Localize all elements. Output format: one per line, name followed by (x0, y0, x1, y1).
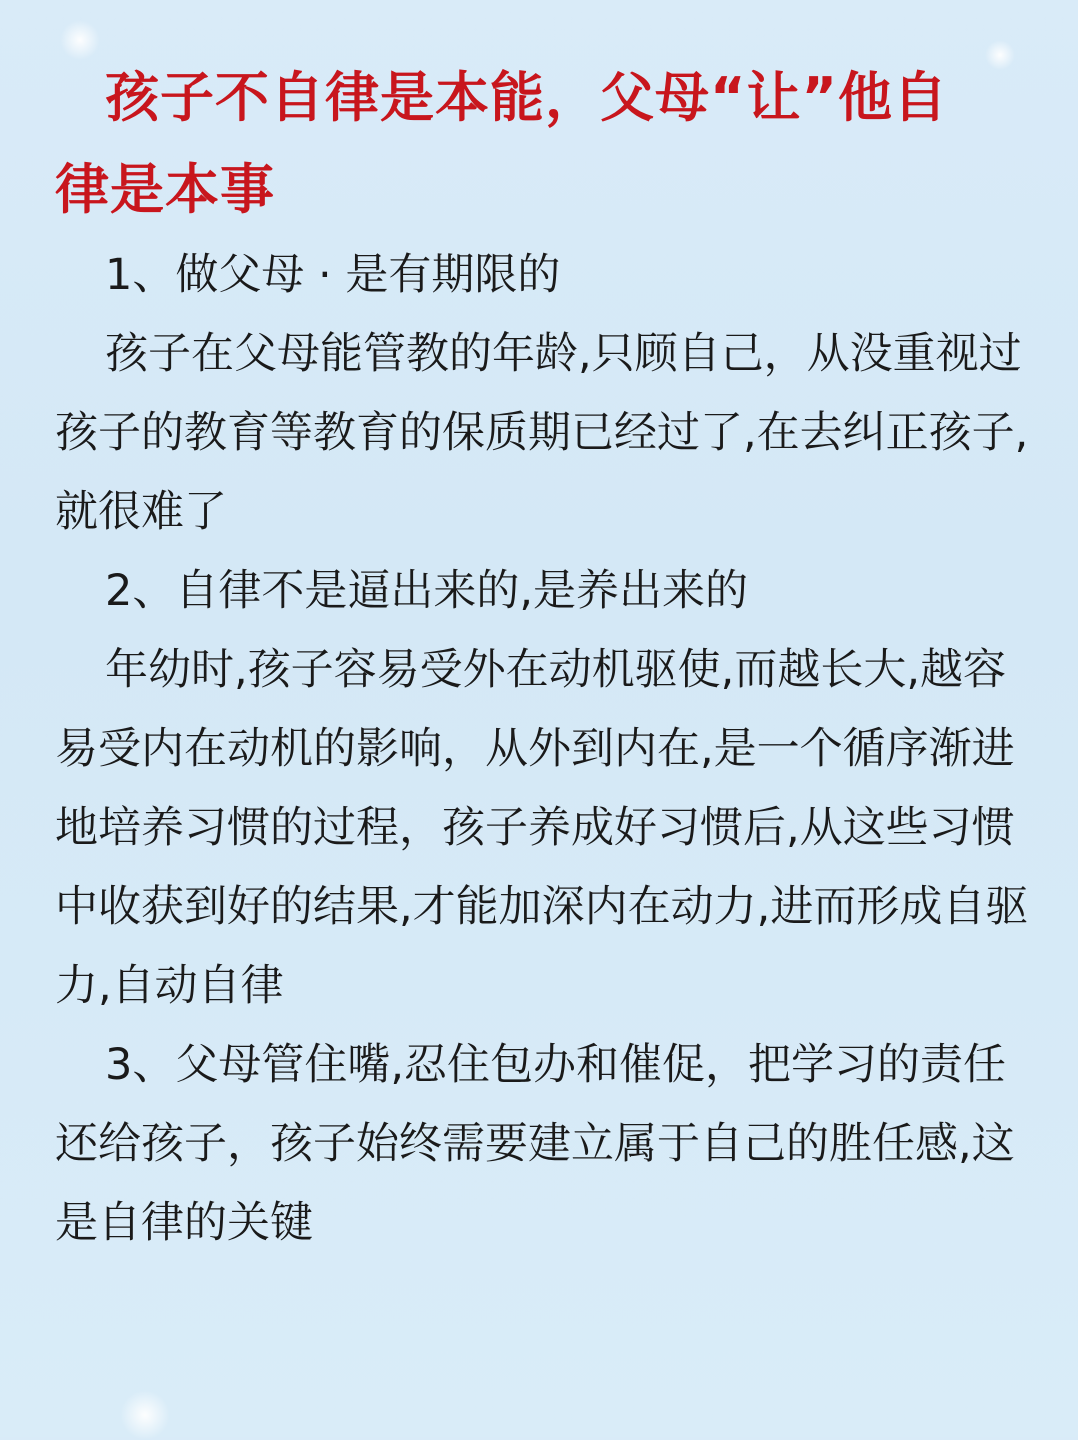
title-line-2: 律是本事 (55, 158, 275, 221)
point-1-paragraph: 孩子在父母能管教的年龄,只顾自己，从没重视过孩子的教育等教育的保质期已经过了,在去纠正孩子,就很难了 (55, 329, 1029, 537)
page-title (55, 52, 1035, 236)
title-line-1: 孩子不自律是本能，父母“让”他自 (105, 66, 948, 129)
sparkle-decoration (120, 1390, 170, 1440)
article-body (55, 236, 1045, 1263)
point-1-heading: 1、做父母 · 是有期限的 (105, 250, 561, 300)
point-2-heading: 2、自律不是逼出来的,是养出来的 (105, 566, 749, 616)
point-2-paragraph: 年幼时,孩子容易受外在动机驱使,而越长大,越容易受内在动机的影响，从外到内在,是一个循序渐进地培养习惯的过程，孩子养成好习惯后,从这些习惯中收获到好的结果,才能加深内在动力,进而形成自驱力,自动自律 (55, 645, 1029, 1011)
point-3-paragraph: 3、父母管住嘴,忍住包办和催促，把学习的责任还给孩子，孩子始终需要建立属于自己的胜任感,这是自律的关键 (55, 1040, 1015, 1248)
